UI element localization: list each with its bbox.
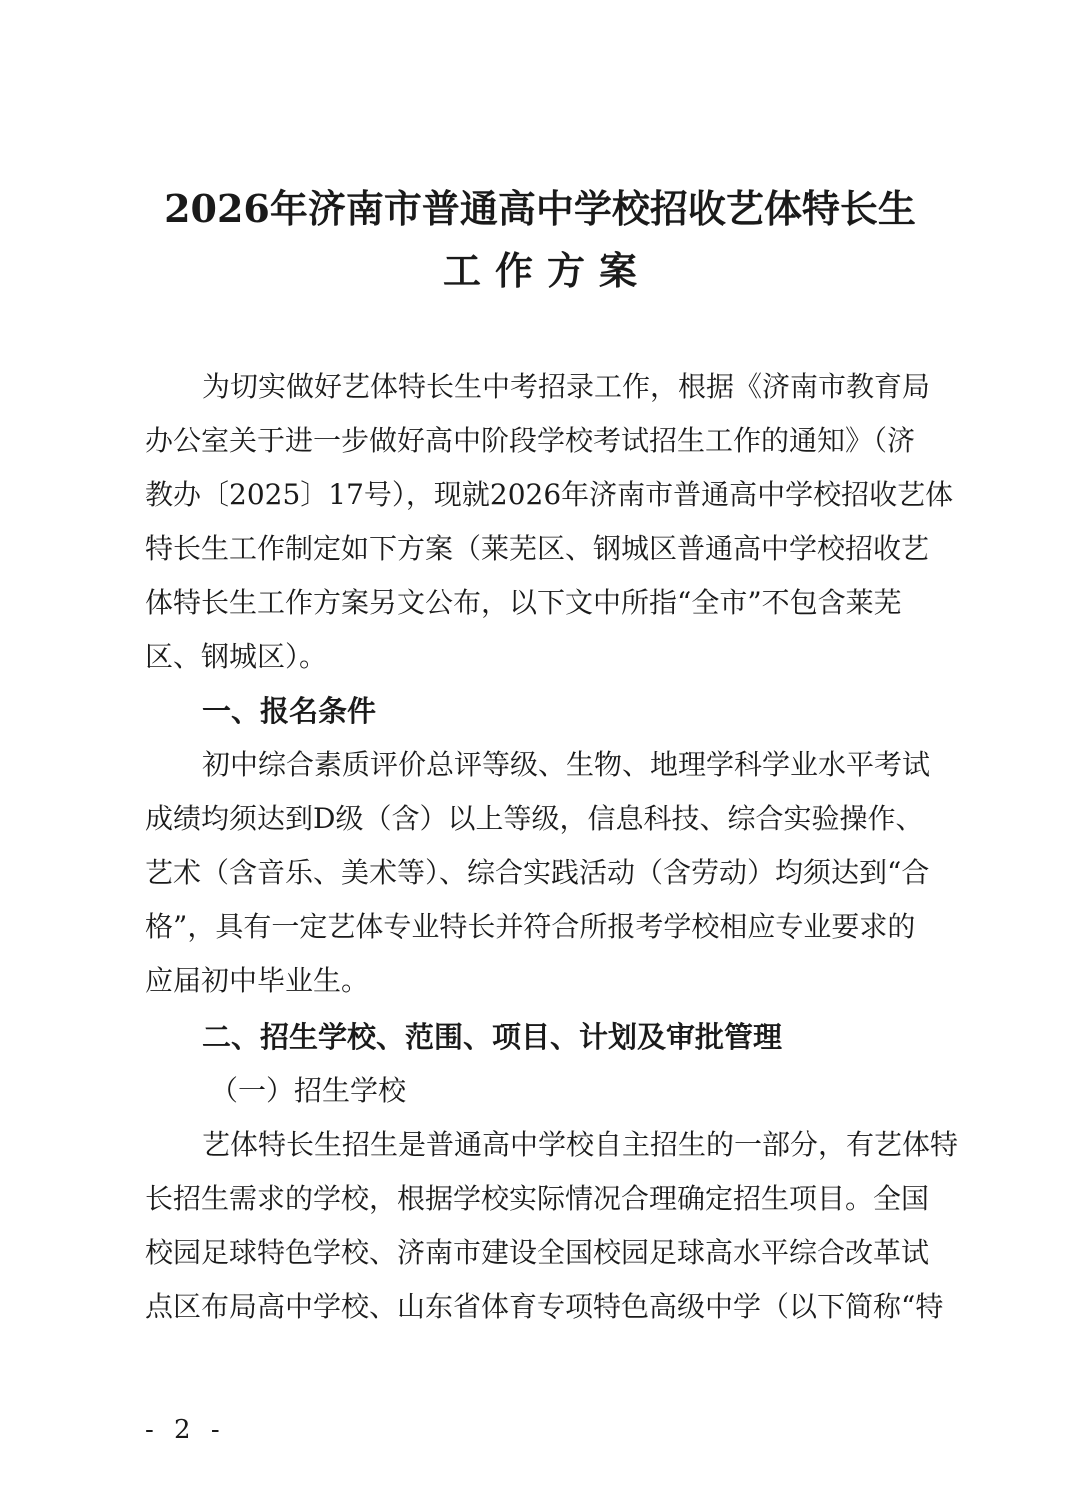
intro-line-2: 办公室关于进一步做好高中阶段学校考试招生工作的通知》（济 bbox=[145, 424, 916, 457]
section1-line-4: 格”，具有一定艺体专业特长并符合所报考学校相应专业要求的 bbox=[145, 910, 916, 943]
document-title-line1: 2026年济南市普通高中学校招收艺体特长生 bbox=[164, 186, 916, 231]
section2-subheading: （一）招生学校 bbox=[210, 1074, 407, 1107]
section2-line-1: 艺体特长生招生是普通高中学校自主招生的一部分，有艺体特 bbox=[202, 1128, 959, 1161]
section2-line-2: 长招生需求的学校，根据学校实际情况合理确定招生项目。全国 bbox=[145, 1182, 930, 1215]
section1-line-3: 艺术（含音乐、美术等）、综合实践活动（含劳动）均须达到“合 bbox=[145, 856, 930, 889]
section1-line-5: 应届初中毕业生。 bbox=[145, 964, 370, 997]
document-title-line2: 工作方案 bbox=[442, 248, 651, 293]
section2-line-4: 点区布局高中学校、山东省体育专项特色高级中学（以下简称“特 bbox=[145, 1290, 944, 1323]
section2-heading: 二、招生学校、范围、项目、计划及审批管理 bbox=[202, 1020, 783, 1054]
intro-line-5: 体特长生工作方案另文公布，以下文中所指“全市”不包含莱芜 bbox=[145, 586, 902, 619]
intro-line-4: 特长生工作制定如下方案（莱芜区、钢城区普通高中学校招收艺 bbox=[145, 532, 930, 565]
section1-line-2: 成绩均须达到D级（含）以上等级，信息科技、综合实验操作、 bbox=[145, 802, 924, 835]
section1-heading: 一、报名条件 bbox=[202, 694, 377, 728]
section1-line-1: 初中综合素质评价总评等级、生物、地理学科学业水平考试 bbox=[202, 748, 931, 781]
section2-line-3: 校园足球特色学校、济南市建设全国校园足球高水平综合改革试 bbox=[145, 1236, 930, 1269]
intro-line-3: 教办〔2025〕17号），现就2026年济南市普通高中学校招收艺体 bbox=[145, 478, 954, 511]
page-number: - 2 - bbox=[145, 1415, 226, 1445]
intro-line-1: 为切实做好艺体特长生中考招录工作，根据《济南市教育局 bbox=[202, 370, 931, 403]
intro-line-6: 区、钢城区）。 bbox=[145, 640, 328, 673]
